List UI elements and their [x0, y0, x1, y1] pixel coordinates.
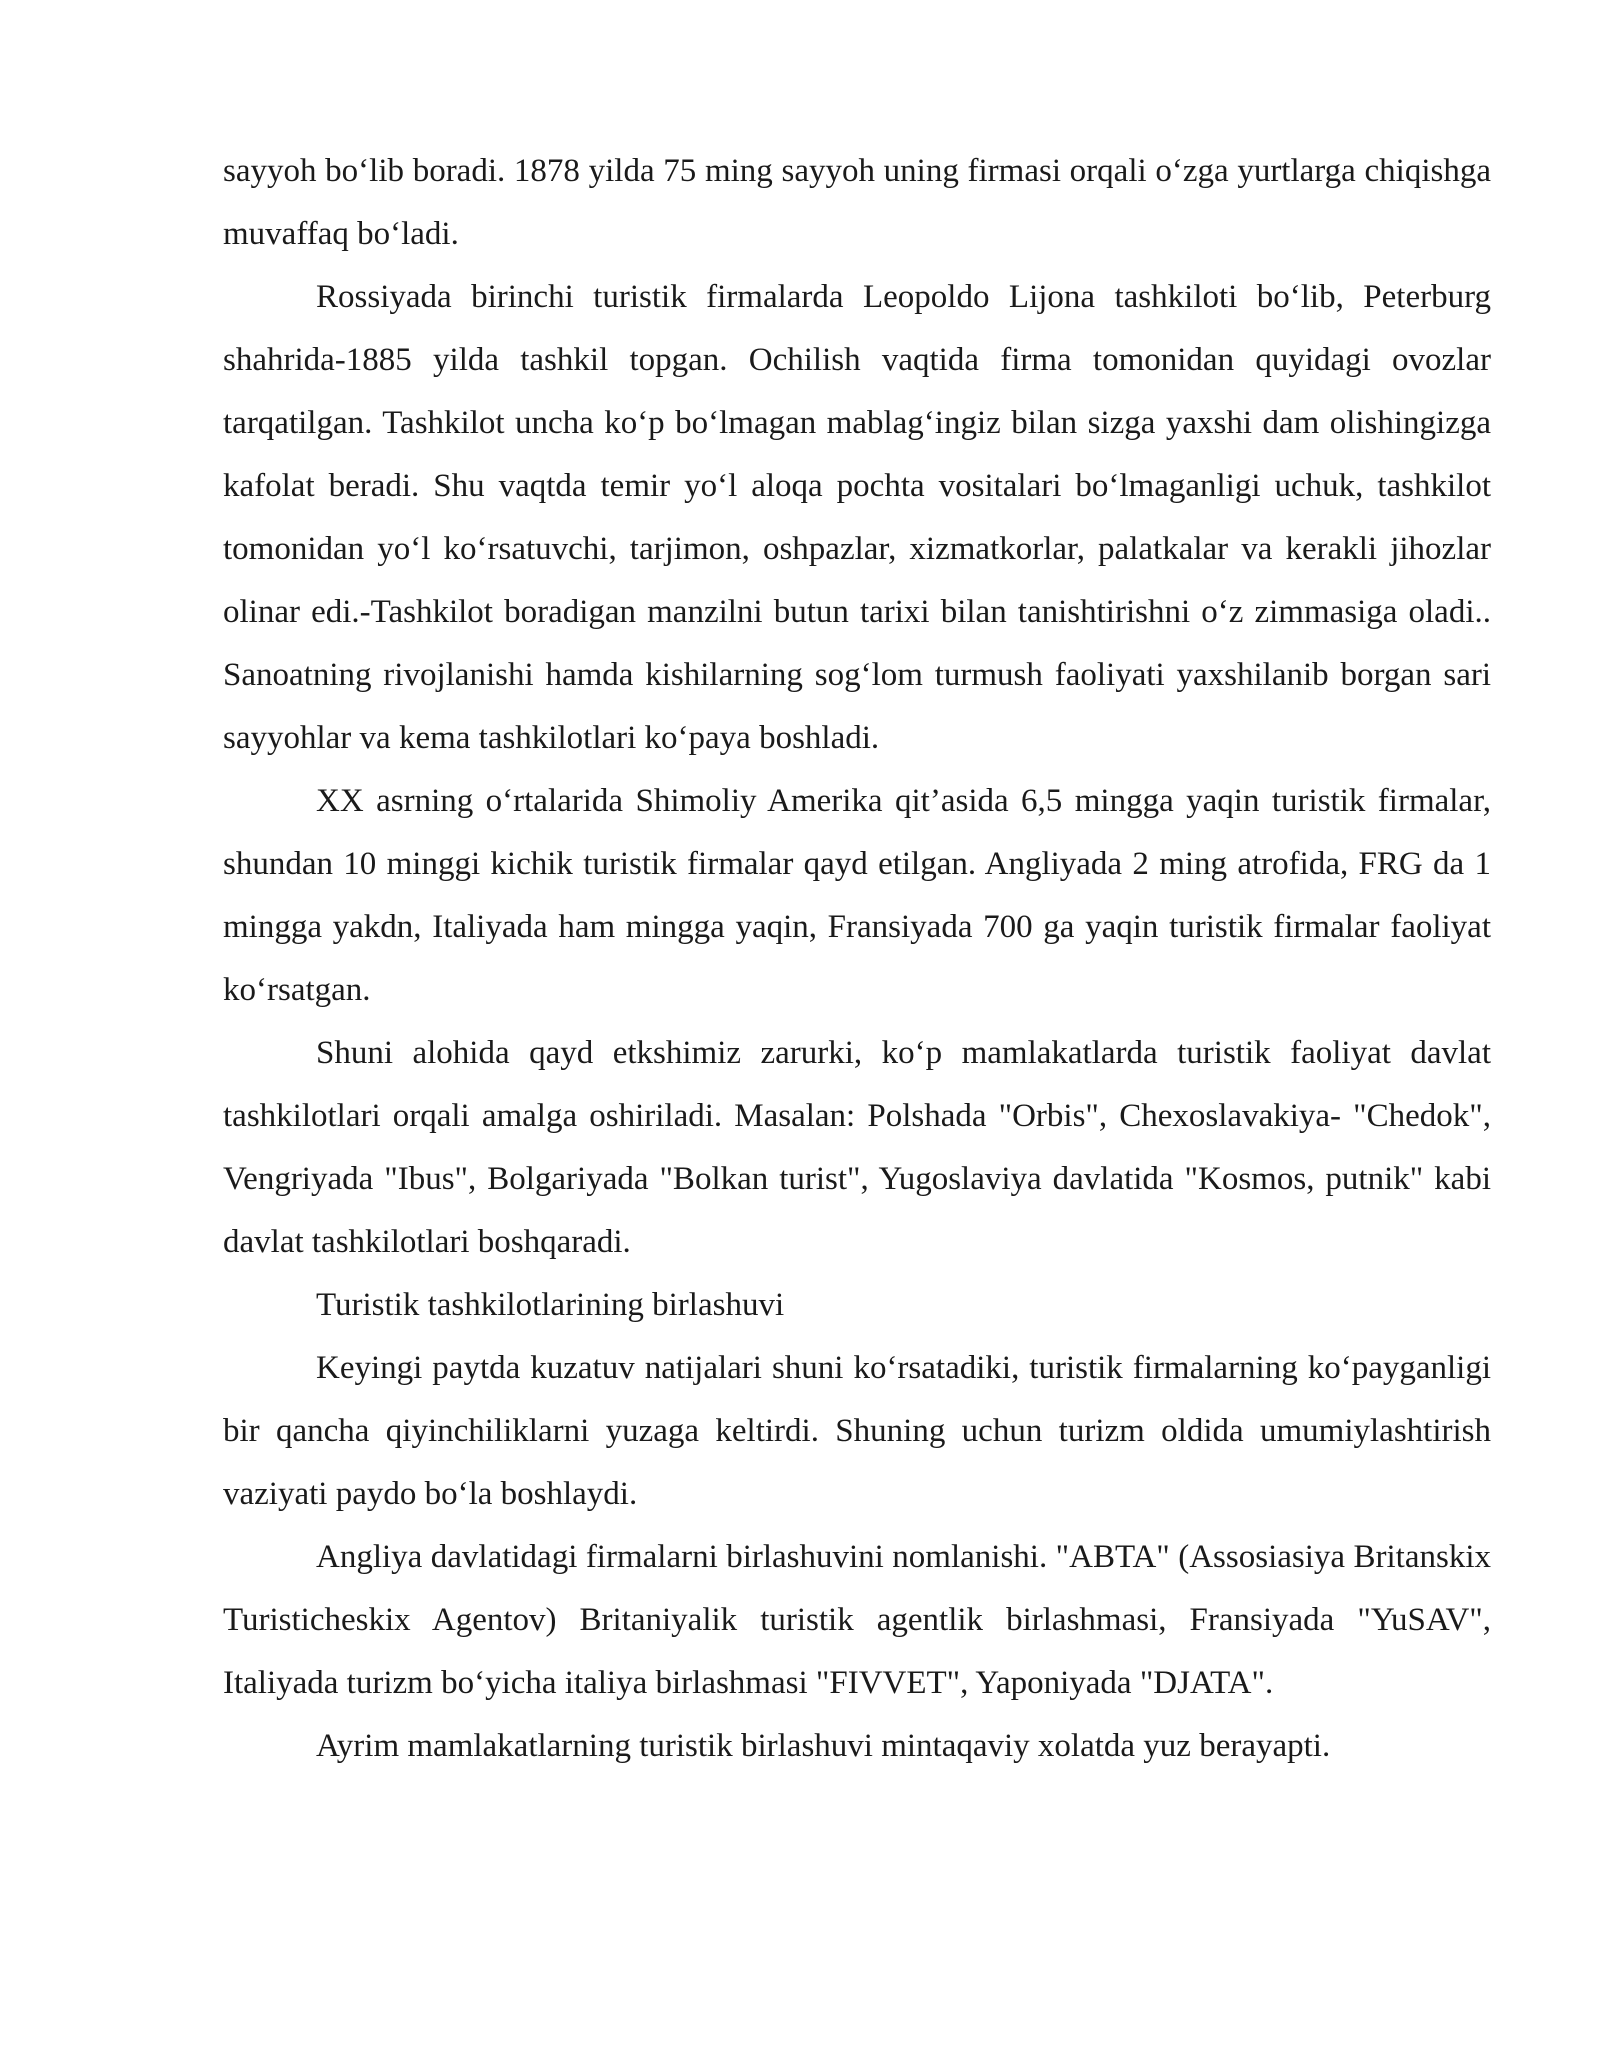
paragraph-continuation: sayyoh bo‘lib boradi. 1878 yilda 75 ming sayyoh uning firmasi orqali o‘zga yurtlarga chiqishga muvaffaq bo‘ladi. — [223, 153, 1491, 252]
paragraph-state-organizations: Shuni alohida qayd etkshimiz zarurki, ko‘p mamlakatlarda turistik faoliyat davlat tashkilotlari orqali amalga oshiriladi. Masalan: Polshada "Orbis", Chexoslavakiya- "Chedok", Vengriyada "Ibus", Bolgariyada "Bolkan turist", Yugoslaviya davlatida "Kosmos, putnik" kabi davlat tashkilotlari boshqaradi. — [223, 1035, 1491, 1260]
paragraph-associations: Angliya davlatidagi firmalarni birlashuvini nomlanishi. "ABTA" (Assosiasiya Britanskix Turisticheskix Agentov) Britaniyalik turistik agentlik birlashmasi, Fransiyada "YuSAV", Italiyada turizm bo‘yicha italiya birlashmasi "FIVVET", Yaponiyada "DJATA". — [223, 1539, 1491, 1701]
paragraph-observations: Keyingi paytda kuzatuv natijalari shuni ko‘rsatadiki, turistik firmalarning ko‘payganligi bir qancha qiyinchiliklarni yuzaga keltirdi. Shuning uchun turizm oldida umumiylashtirish vaziyati paydo bo‘la boshlaydi. — [223, 1350, 1491, 1512]
section-heading: Turistik tashkilotlarining birlashuvi — [316, 1287, 785, 1323]
paragraph-20th-century: XX asrning o‘rtalarida Shimoliy Amerika qit’asida 6,5 mingga yaqin turistik firmalar, shundan 10 minggi kichik turistik firmalar qayd etilgan. Angliyada 2 ming atrofida, FRG da 1 mingga yakdn, Italiyada ham mingga yaqin, Fransiyada 700 ga yaqin turistik firmalar faoliyat ko‘rsatgan. — [223, 783, 1491, 1008]
document-body — [223, 140, 1491, 1778]
paragraph-russia-firms: Rossiyada birinchi turistik firmalarda Leopoldo Lijona tashkiloti bo‘lib, Peterburg shahrida-1885 yilda tashkil topgan. Ochilish vaqtida firma tomonidan quyidagi ovozlar tarqatilgan. Tashkilot uncha ko‘p bo‘lmagan mablag‘ingiz bilan sizga yaxshi dam olishingizga kafolat beradi. Shu vaqtda temir yo‘l aloqa pochta vositalari bo‘lmaganligi uchuk, tashkilot tomonidan yo‘l ko‘rsatuvchi, tarjimon, oshpazlar, xizmatkorlar, palatkalar va kerakli jihozlar olinar edi.-Tashkilot boradigan manzilni butun tarixi bilan tanishtirishni o‘z zimmasiga oladi.. Sanoatning rivojlanishi hamda kishilarning sog‘lom turmush faoliyati yaxshilanib borgan sari sayyohlar va kema tashkilotlari ko‘paya boshladi. — [223, 279, 1491, 756]
paragraph-regional: Ayrim mamlakatlarning turistik birlashuvi mintaqaviy xolatda yuz berayapti. — [316, 1728, 1331, 1764]
